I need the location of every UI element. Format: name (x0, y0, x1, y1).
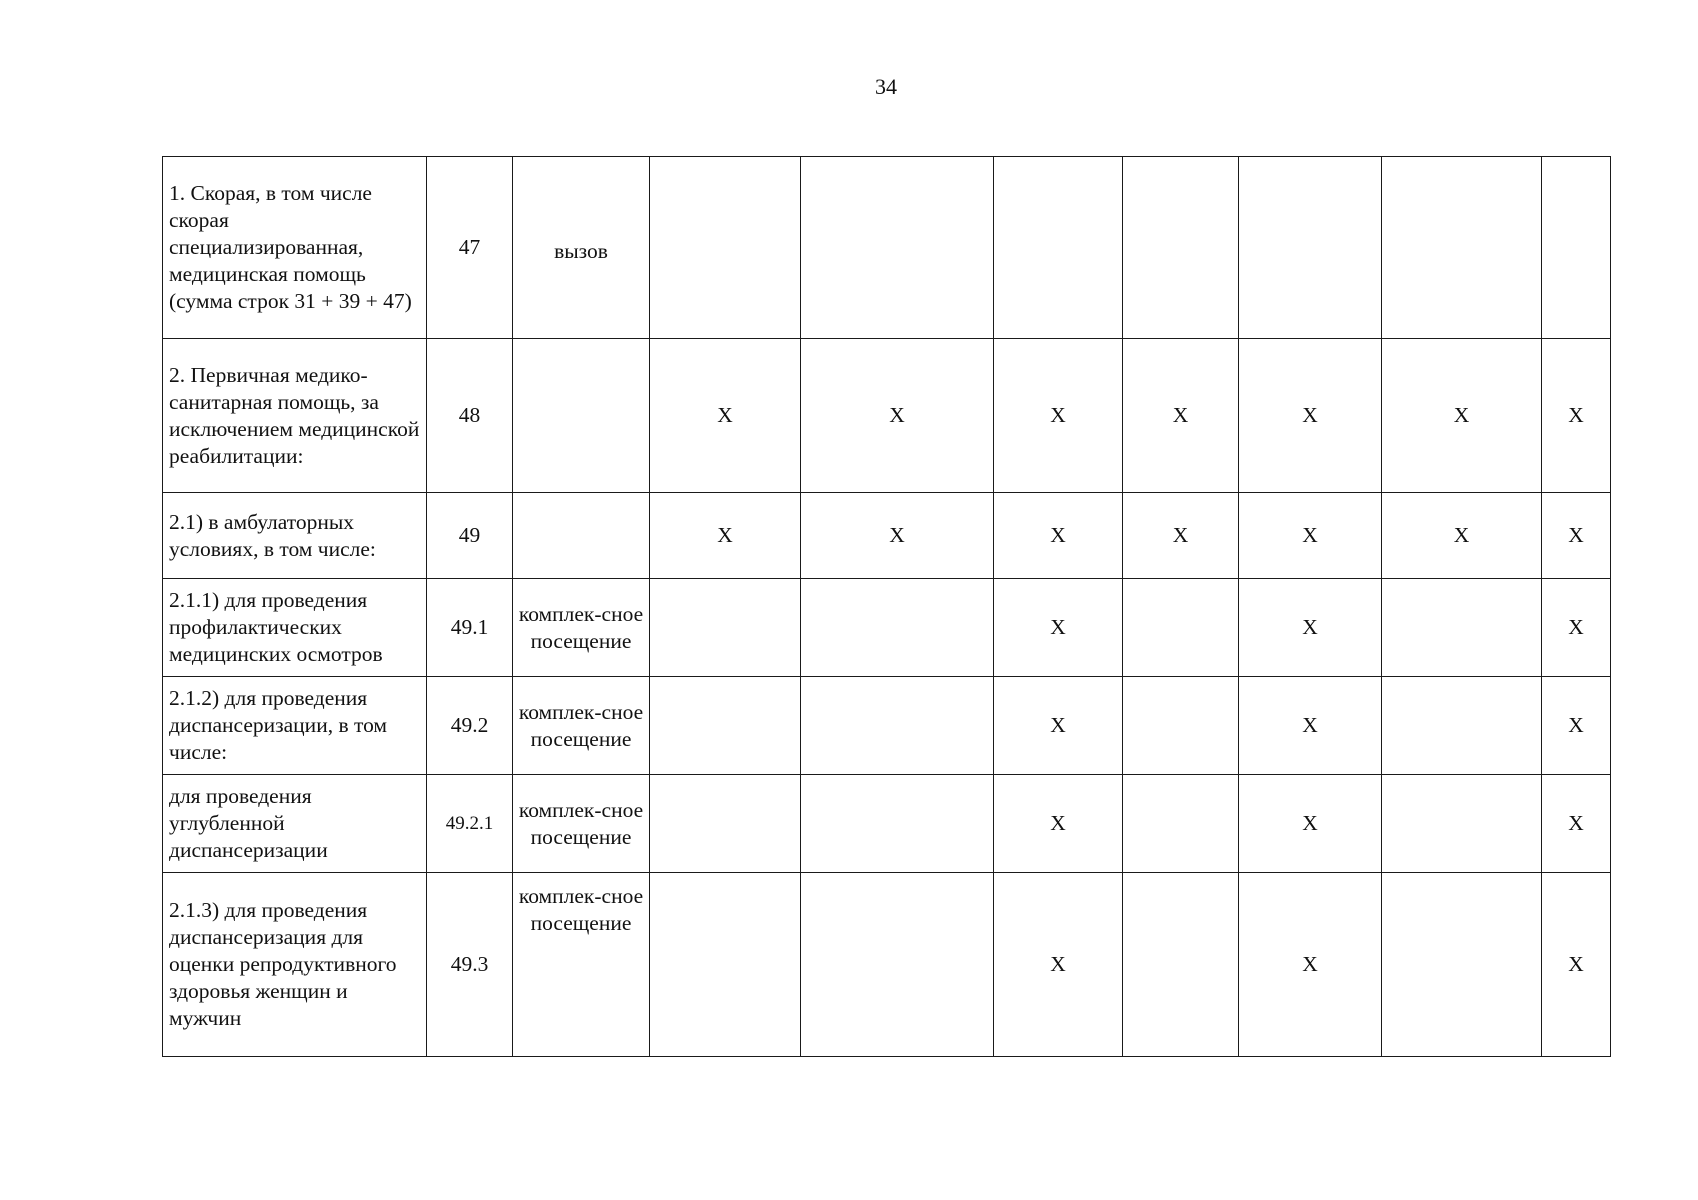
mark-cell (1382, 157, 1542, 339)
mark-cell (1382, 579, 1542, 677)
row-code: 49.2 (427, 677, 513, 775)
mark-cell (994, 157, 1123, 339)
x-mark: X (994, 775, 1123, 873)
x-mark: X (1239, 339, 1382, 493)
mark-cell (650, 579, 801, 677)
table-row (163, 677, 1611, 775)
x-mark: X (1542, 339, 1611, 493)
x-mark: X (1239, 873, 1382, 1057)
x-mark: X (994, 339, 1123, 493)
mark-cell (1123, 873, 1239, 1057)
table-row (163, 339, 1611, 493)
x-mark: X (1239, 579, 1382, 677)
row-name: 2.1.1) для проведения профилактических медицинских осмотров (163, 579, 427, 677)
mark-cell (801, 873, 994, 1057)
page-number: 34 (875, 74, 897, 99)
x-mark: X (1123, 493, 1239, 579)
x-mark: X (1382, 339, 1542, 493)
x-mark: X (801, 339, 994, 493)
x-mark: X (1239, 493, 1382, 579)
row-unit: комплек-сное посещение (513, 677, 650, 775)
row-unit: комплек-сное посещение (513, 873, 650, 1057)
x-mark: X (1123, 339, 1239, 493)
mark-cell (650, 677, 801, 775)
row-name: 1. Скорая, в том числе скорая специализированная, медицинская помощь (сумма строк 31 + 39 + 47) (163, 157, 427, 339)
row-code: 49 (427, 493, 513, 579)
x-mark: X (650, 339, 801, 493)
x-mark: X (994, 677, 1123, 775)
mark-cell (801, 677, 994, 775)
row-code: 49.1 (427, 579, 513, 677)
mark-cell (1123, 579, 1239, 677)
x-mark: X (1542, 493, 1611, 579)
row-unit: комплек-сное посещение (513, 775, 650, 873)
x-mark: X (650, 493, 801, 579)
data-table (162, 156, 1611, 1057)
x-mark: X (801, 493, 994, 579)
x-mark: X (994, 493, 1123, 579)
row-code: 47 (427, 157, 513, 339)
mark-cell (650, 157, 801, 339)
table-row (163, 493, 1611, 579)
row-name: 2.1.3) для проведения диспансеризация для оценки репродуктивного здоровья женщин и мужчин (163, 873, 427, 1057)
row-code: 48 (427, 339, 513, 493)
x-mark: X (1542, 775, 1611, 873)
table-row (163, 157, 1611, 339)
x-mark: X (994, 579, 1123, 677)
row-unit (513, 339, 650, 493)
row-name: 2. Первичная медико-санитарная помощь, за исключением медицинской реабилитации: (163, 339, 427, 493)
mark-cell (801, 157, 994, 339)
mark-cell (650, 775, 801, 873)
row-unit: вызов (513, 157, 650, 339)
table-row (163, 873, 1611, 1057)
mark-cell (1123, 775, 1239, 873)
mark-cell (1382, 873, 1542, 1057)
mark-cell (1542, 157, 1611, 339)
row-unit (513, 493, 650, 579)
mark-cell (1239, 157, 1382, 339)
row-code: 49.3 (427, 873, 513, 1057)
x-mark: X (1239, 775, 1382, 873)
mark-cell (1123, 677, 1239, 775)
row-code: 49.2.1 (427, 775, 513, 873)
x-mark: X (1239, 677, 1382, 775)
row-unit: комплек-сное посещение (513, 579, 650, 677)
mark-cell (1382, 775, 1542, 873)
table-row (163, 775, 1611, 873)
x-mark: X (994, 873, 1123, 1057)
row-name: 2.1) в амбулаторных условиях, в том числе: (163, 493, 427, 579)
x-mark: X (1542, 677, 1611, 775)
row-name: 2.1.2) для проведения диспансеризации, в том числе: (163, 677, 427, 775)
table-row (163, 579, 1611, 677)
x-mark: X (1542, 873, 1611, 1057)
mark-cell (1123, 157, 1239, 339)
mark-cell (801, 775, 994, 873)
x-mark: X (1542, 579, 1611, 677)
mark-cell (1382, 677, 1542, 775)
row-name: для проведения углубленной диспансеризации (163, 775, 427, 873)
mark-cell (801, 579, 994, 677)
x-mark: X (1382, 493, 1542, 579)
mark-cell (650, 873, 801, 1057)
